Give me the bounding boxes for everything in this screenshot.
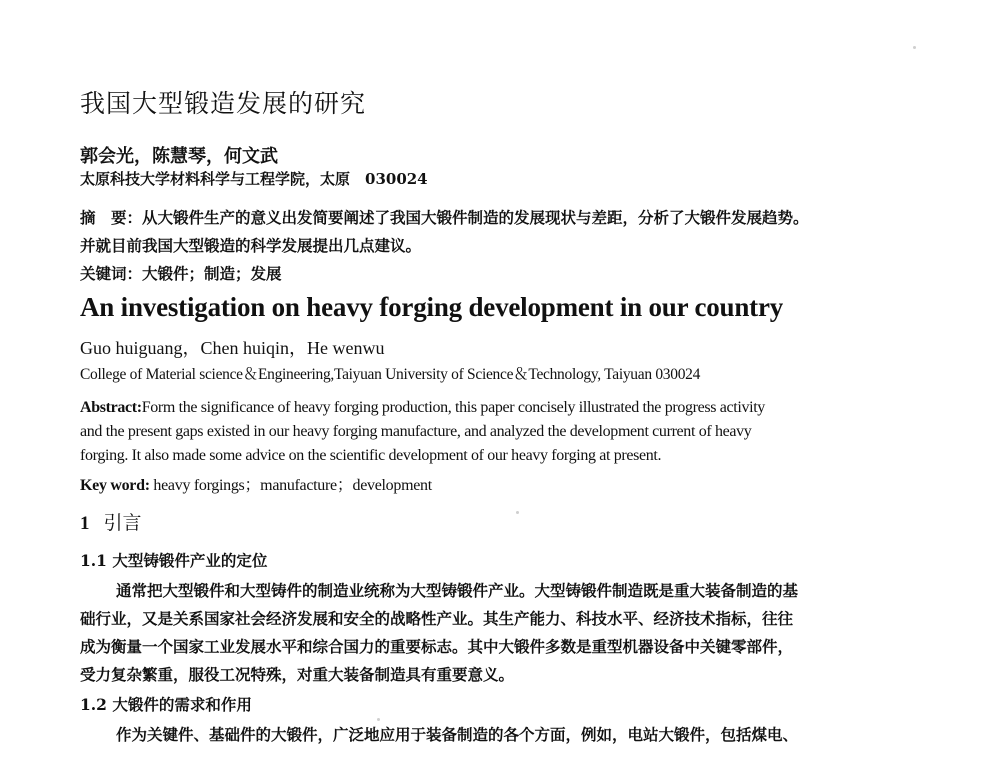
english-title: An investigation on heavy forging development in our country (80, 292, 784, 322)
section-heading (80, 508, 910, 535)
chinese-keywords-label: 关键词： (80, 264, 143, 283)
chinese-keywords (80, 262, 910, 284)
chinese-title: 我国大型锻造发展的研究 (80, 89, 367, 118)
english-abstract (80, 396, 912, 468)
english-keywords-label: Key word: (80, 477, 150, 494)
chinese-abstract-label: 摘 要： (80, 208, 143, 227)
section-number: 1 (80, 513, 90, 534)
paragraph-line: 础行业，又是关系国家社会经济发展和安全的战略性产业。其生产能力、科技水平、经济技术指标，往往 (80, 609, 794, 628)
english-affiliation: College of Material science＆Engineering,Taiyuan University of Science＆Technology, Taiyuan 030024 (80, 366, 701, 383)
body-paragraph (80, 577, 910, 689)
chinese-keywords-text: 大锻件；制造；发展 (142, 264, 282, 283)
paragraph-line: 作为关键件、基础件的大锻件，广泛地应用于装备制造的各个方面，例如，电站大锻件，包括煤电、 (116, 725, 799, 744)
english-abstract-line: forging. It also made some advice on the scientific development of our heavy forging at present. (80, 447, 662, 464)
chinese-abstract (80, 204, 910, 260)
paragraph-line: 成为衡量一个国家工业发展水平和综合国力的重要标志。其中大锻件多数是重型机器设备中关键零部件， (80, 637, 794, 656)
scan-speck (377, 718, 380, 721)
body-paragraph (80, 721, 910, 749)
section-title: 引言 (103, 512, 142, 534)
english-abstract-label: Abstract: (80, 399, 142, 416)
chinese-affiliation: 太原科技大学材料科学与工程学院，太原 030024 (80, 170, 428, 188)
english-keywords-text: heavy forgings；manufacture；development (149, 477, 432, 494)
english-keywords (80, 472, 910, 495)
english-authors: Guo huiguang，Chen huiqin，He wenwu (80, 338, 385, 358)
english-abstract-line: Abstract:Form the significance of heavy forging production, this paper concisely illustrated the progress activity (80, 399, 765, 416)
chinese-authors: 郭会光，陈慧琴，何文武 (80, 146, 278, 167)
subsection-heading: 1.1 大型铸锻件产业的定位 (80, 551, 268, 570)
scan-speck (913, 46, 916, 49)
scan-speck (516, 511, 519, 514)
subsection-heading: 1.2 大锻件的需求和作用 (80, 695, 252, 714)
english-abstract-line: and the present gaps existed in our heavy forging manufacture, and analyzed the development current of heavy (80, 423, 752, 440)
chinese-abstract-line: 摘 要：从大锻件生产的意义出发简要阐述了我国大锻件制造的发展现状与差距，分析了大锻件发展趋势。 (80, 208, 809, 227)
paragraph-line: 通常把大型锻件和大型铸件的制造业统称为大型铸锻件产业。大型铸锻件制造既是重大装备制造的基 (116, 581, 799, 600)
chinese-abstract-line: 并就目前我国大型锻造的科学发展提出几点建议。 (80, 236, 422, 255)
paragraph-line: 受力复杂繁重，服役工况特殊，对重大装备制造具有重要意义。 (80, 665, 515, 684)
